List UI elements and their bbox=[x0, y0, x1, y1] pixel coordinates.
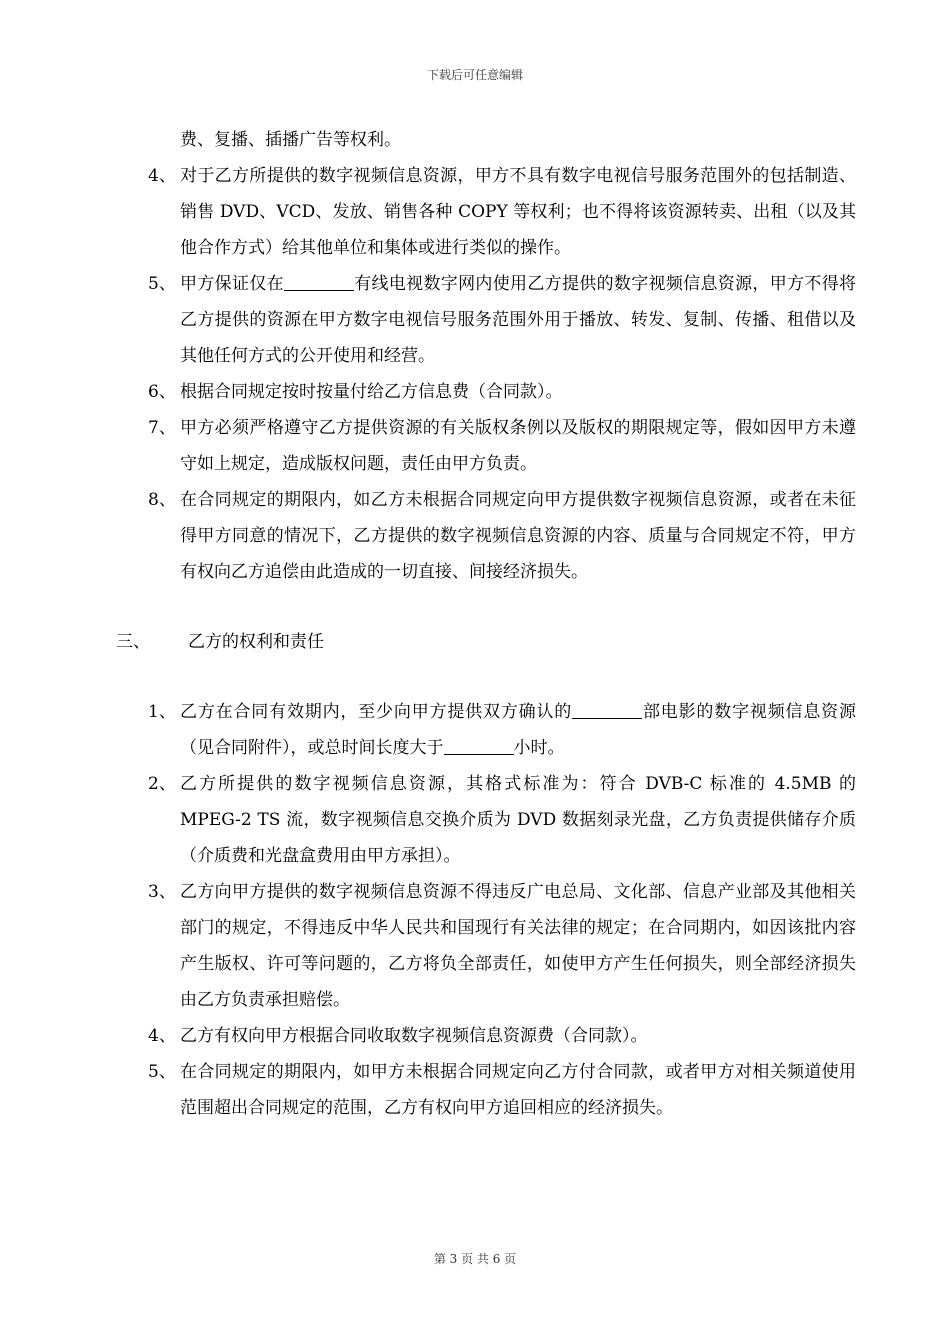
section-heading bbox=[116, 624, 856, 660]
page-header: 下载后可任意编辑 bbox=[426, 68, 523, 82]
fill-in-blank[interactable] bbox=[444, 738, 514, 755]
item-text-before: 甲方保证仅在 bbox=[180, 274, 284, 294]
party-a-item-5 bbox=[148, 266, 856, 374]
item-text-after: 有线电视数字网内使用乙方提供的数字视频信息资源，甲方不得将乙方提供的资源在甲方数字电视信号服务范围外用于播放、转发、复制、传播、租借以及其他任何方式的公开使用和经营。 bbox=[180, 274, 857, 366]
item-text: 甲方必须严格遵守乙方提供资源的有关版权条例以及版权的期限规定等，假如因甲方未遵守如上规定，造成版权问题，责任由甲方负责。 bbox=[180, 418, 856, 474]
party-a-item-8 bbox=[148, 482, 856, 590]
party-b-item-2 bbox=[148, 766, 856, 874]
item-number: 8、 bbox=[148, 490, 176, 510]
item-number: 6、 bbox=[148, 382, 176, 402]
item-number: 3、 bbox=[148, 882, 176, 902]
item-text: 在合同规定的期限内，如甲方未根据合同规定向乙方付合同款，或者甲方对相关频道使用范围超出合同规定的范围，乙方有权向甲方追回相应的经济损失。 bbox=[180, 1062, 856, 1118]
section-number: 三、 bbox=[116, 632, 150, 652]
party-a-item-4 bbox=[148, 158, 856, 266]
item-number: 4、 bbox=[148, 1026, 176, 1046]
party-b-item-3 bbox=[148, 874, 856, 1018]
section-title: 乙方的权利和责任 bbox=[188, 632, 324, 652]
item-text: 乙方有权向甲方根据合同收取数字视频信息资源费（合同款）。 bbox=[180, 1026, 648, 1046]
fill-in-blank[interactable] bbox=[572, 702, 642, 719]
party-b-item-4 bbox=[148, 1018, 856, 1054]
item-number: 7、 bbox=[148, 418, 176, 438]
document-body bbox=[116, 122, 857, 1126]
party-b-item-1 bbox=[148, 694, 856, 766]
item-text: 乙方所提供的数字视频信息资源，其格式标准为：符合 DVB-C 标准的 4.5MB 的 MPEG-2 TS 流，数字视频信息交换介质为 DVD 数据刻录光盘，乙方负责提供储存介质（介质费和光盘盒费用由甲方承担）。 bbox=[180, 774, 856, 866]
item-text-mid: 部电影的数字视频信息资源（见合同附件），或总时间长度大于 bbox=[180, 702, 857, 758]
fill-in-blank[interactable] bbox=[284, 274, 354, 291]
item-number: 5、 bbox=[148, 274, 176, 294]
item-text-before: 乙方在合同有效期内，至少向甲方提供双方确认的 bbox=[180, 702, 573, 722]
item-text-after: 小时。 bbox=[513, 738, 565, 758]
item-text: 在合同规定的期限内，如乙方未根据合同规定向甲方提供数字视频信息资源，或者在未征得甲方同意的情况下，乙方提供的数字视频信息资源的内容、质量与合同规定不符，甲方有权向乙方追偿由此造成的一切直接、间接经济损失。 bbox=[180, 490, 856, 582]
party-a-item-7 bbox=[148, 410, 856, 482]
item-text: 根据合同规定按时按量付给乙方信息费（合同款）。 bbox=[180, 382, 563, 402]
item-number: 5、 bbox=[148, 1062, 176, 1082]
party-a-item-6 bbox=[148, 374, 856, 410]
page-footer: 第 3 页 共 6 页 bbox=[433, 1252, 517, 1266]
party-b-item-5 bbox=[148, 1054, 856, 1126]
item-text: 对于乙方所提供的数字视频信息资源，甲方不具有数字电视信号服务范围外的包括制造、销售 DVD、VCD、发放、销售各种 COPY 等权利；也不得将该资源转卖、出租（以及其他合作方式）给其他单位和集体或进行类似的操作。 bbox=[180, 166, 856, 258]
item-text: 乙方向甲方提供的数字视频信息资源不得违反广电总局、文化部、信息产业部及其他相关部门的规定，不得违反中华人民共和国现行有关法律的规定；在合同期内，如因该批内容产生版权、许可等问题的，乙方将负全部责任，如使甲方产生任何损失，则全部经济损失由乙方负责承担赔偿。 bbox=[180, 882, 856, 1010]
continuation-line: 费、复播、插播广告等权利。 bbox=[180, 130, 401, 150]
item-number: 2、 bbox=[148, 774, 176, 794]
item-number: 4、 bbox=[148, 166, 176, 186]
item-number: 1、 bbox=[148, 702, 176, 722]
